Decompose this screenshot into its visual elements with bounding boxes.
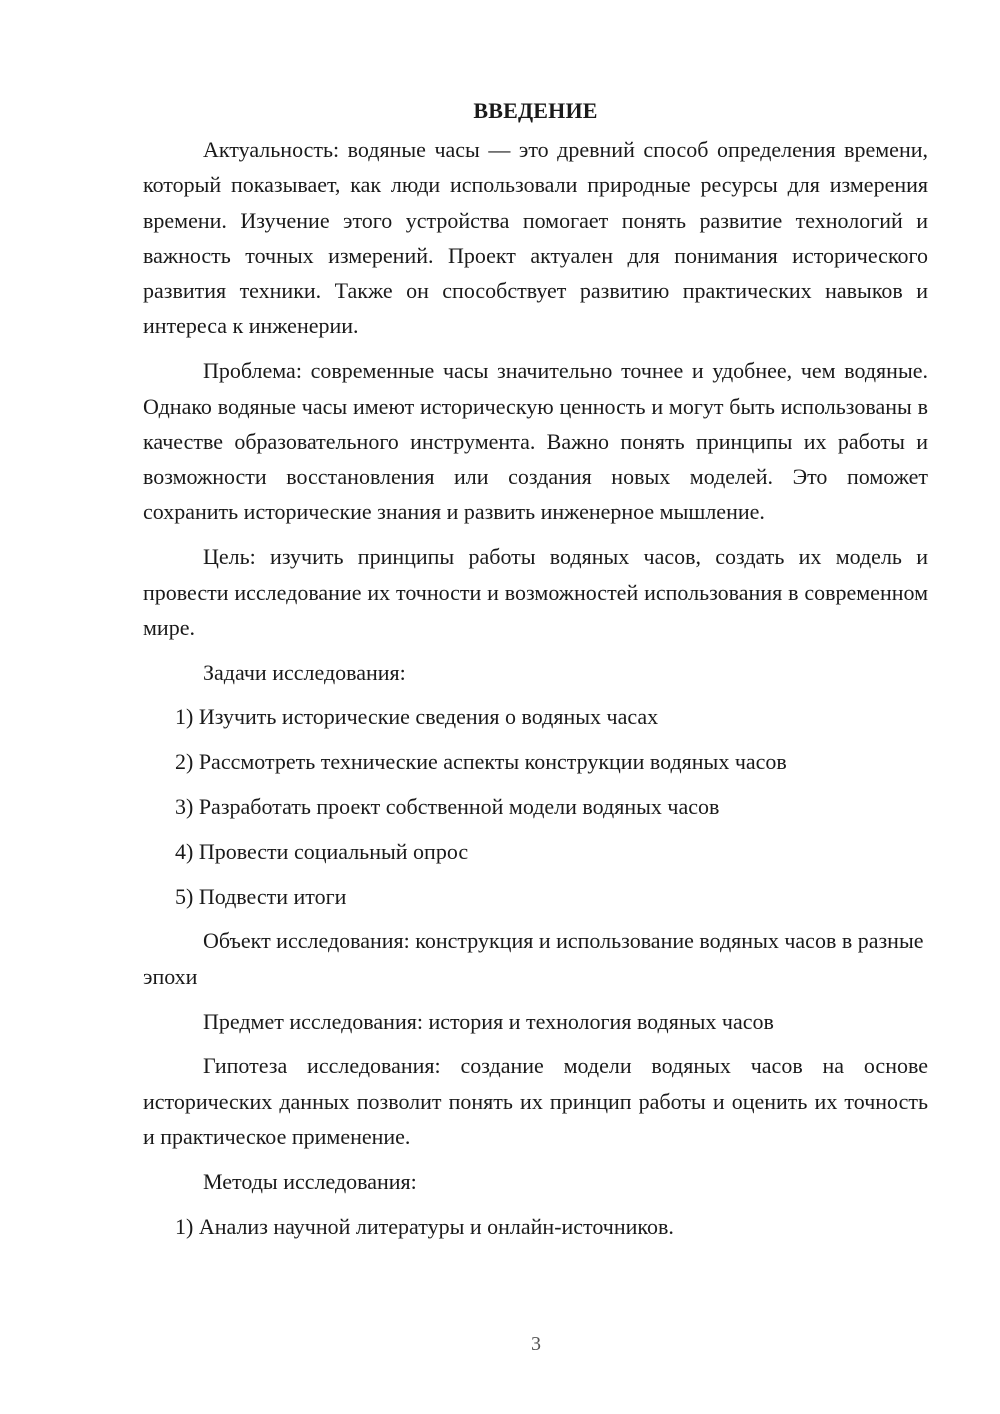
section-title: ВВЕДЕНИЕ (473, 98, 598, 123)
task-item-1: 1) Изучить исторические сведения о водяных часах (175, 704, 659, 730)
task-item-2: 2) Рассмотреть технические аспекты конструкции водяных часов (175, 749, 787, 775)
task-item-3: 3) Разработать проект собственной модели водяных часов (175, 794, 720, 820)
task-item-5: 5) Подвести итоги (175, 883, 347, 909)
tasks-heading: Задачи исследования: (203, 659, 406, 685)
document-page (143, 92, 928, 1253)
object-paragraph: Объект исследования: конструкция и использование водяных часов в разные эпохи (143, 928, 924, 989)
task-item-4: 4) Провести социальный опрос (175, 838, 469, 864)
methods-heading: Методы исследования: (203, 1168, 417, 1194)
hypothesis-paragraph: Гипотеза исследования: создание модели водяных часов на основе исторических данных позволит понять их принцип работы и оценить их точность и практическое применение. (143, 1053, 928, 1149)
method-item-1: 1) Анализ научной литературы и онлайн-источников. (175, 1213, 674, 1239)
relevance-paragraph: Актуальность: водяные часы — это древний способ определения времени, который показывает, как люди использовали природные ресурсы для измерения времени. Изучение этого устройства помогает понять развитие технологий и важность точных измерений. Проект актуален для понимания исторического развития техники. Также он способствует развитию практических навыков и интереса к инженерии. (143, 137, 928, 339)
problem-paragraph: Проблема: современные часы значительно точнее и удобнее, чем водяные. Однако водяные часы имеют историческую ценность и могут быть использованы в качестве образовательного инструмента. Важно понять принципы их работы и возможности восстановления или создания новых моделей. Это поможет сохранить исторические знания и развить инженерное мышление. (143, 358, 928, 525)
subject-paragraph: Предмет исследования: история и технология водяных часов (203, 1008, 774, 1034)
goal-paragraph: Цель: изучить принципы работы водяных часов, создать их модель и провести исследование их точности и возможностей использования в современном мире. (143, 544, 928, 640)
page-number: 3 (531, 1333, 541, 1355)
